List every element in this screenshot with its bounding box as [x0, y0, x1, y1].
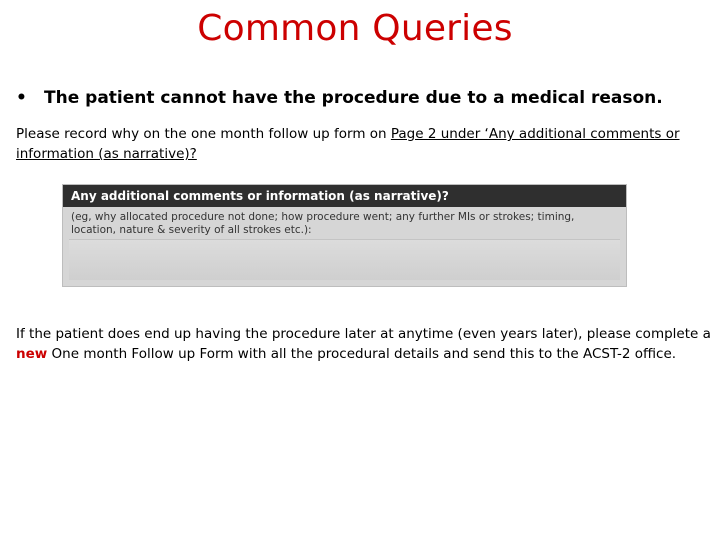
page-title: Common Queries [197, 8, 513, 49]
instruction-paragraph [16, 124, 716, 164]
form-field-hint: (eg, why allocated procedure not done; how procedure went; any further MIs or strokes; timing, location, nature & severity of all strokes etc.): [71, 211, 575, 236]
bullet-point [16, 88, 716, 108]
followup-text-start: If the patient does end up having the procedure later at anytime (even years later), please complete a [16, 326, 711, 342]
bullet-text: The patient cannot have the procedure due to a medical reason. [44, 88, 663, 108]
form-field-header: Any additional comments or information (as narrative)? [63, 185, 626, 207]
form-field-image [62, 184, 627, 287]
instruction-underlined-text: Page 2 under ‘Any additional comments or information (as narrative)? [16, 126, 680, 162]
instruction-text: Please record why on the one month follow up form on [16, 126, 391, 142]
followup-text-end: One month Follow up Form with all the procedural details and send this to the ACST-2 office. [47, 346, 677, 362]
form-field-blank-area [69, 239, 620, 280]
highlight-new: new [16, 346, 48, 362]
followup-paragraph [16, 324, 716, 364]
bullet-symbol: • [16, 88, 27, 108]
